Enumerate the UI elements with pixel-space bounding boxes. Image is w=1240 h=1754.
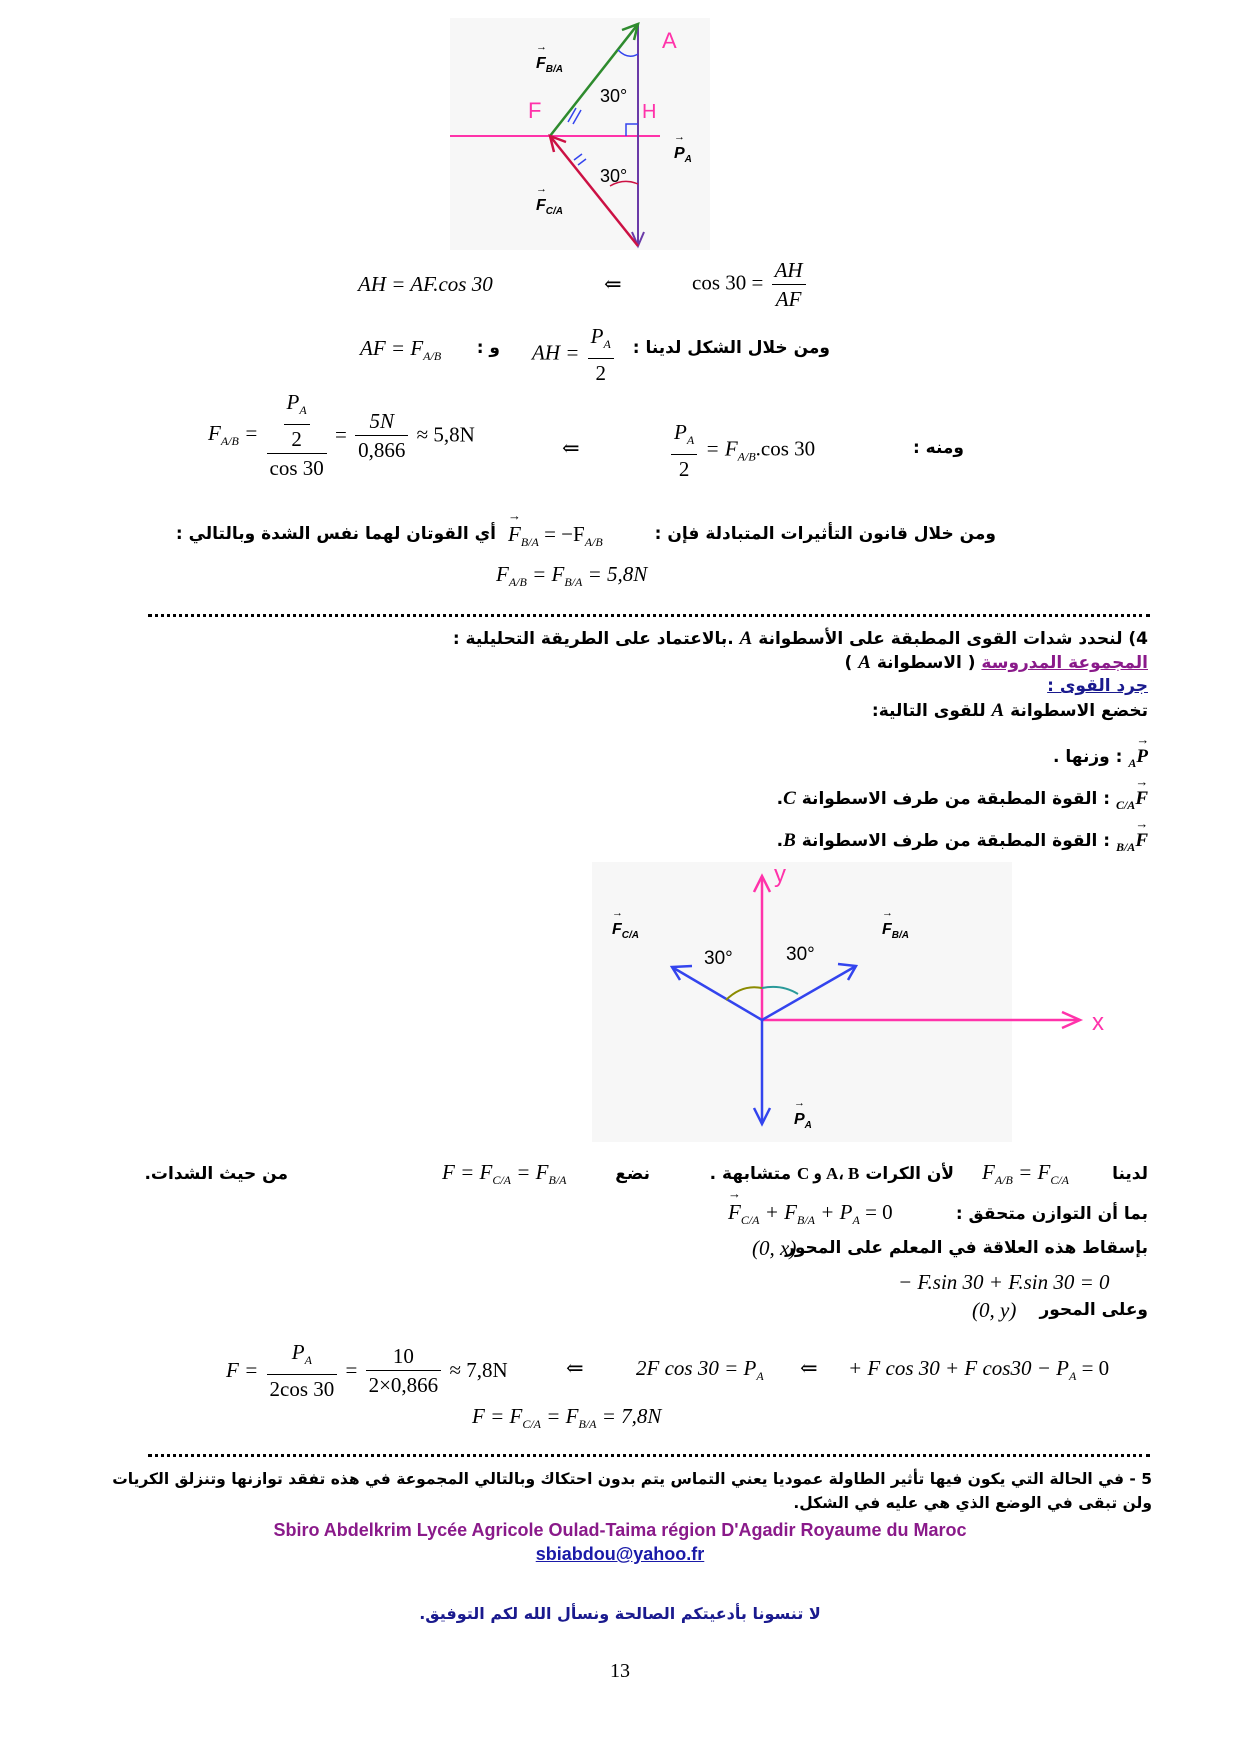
svg-text:FB/A: $F_{B/A}$ — [536, 55, 564, 75]
forces-inventory-heading: جرد القوى : — [1047, 676, 1148, 696]
svg-text:→: → — [674, 131, 685, 143]
eq4-intro: ومن خلال قانون التأثيرات المتبادلة فإن : — [654, 524, 996, 544]
y-axis-label: y — [774, 862, 786, 888]
eq2-intro: ومن خلال الشكل لدينا : — [632, 338, 830, 358]
implies-arrow-4: ⇐ — [800, 1356, 818, 1380]
implies-arrow-2: ⇐ — [562, 436, 580, 460]
implies-arrow-1: ⇐ — [604, 272, 622, 296]
eq5-put: نضع — [615, 1164, 650, 1184]
studied-system: المجموعة المدروسة ( الاسطوانة A ) — [844, 652, 1148, 673]
eq4-conclusion: أي القوتان لهما نفس الشدة وبالتالي : — [175, 524, 496, 544]
equation-fab-fba: $F_{A/B} = F_{B/A} = 5,8N$ — [496, 562, 648, 589]
eq2-and: و : — [476, 338, 500, 358]
label-A: A — [662, 28, 677, 53]
equation-af: AF = $F_{A/B}$ — [360, 336, 442, 363]
eq3-intro: ومنه : — [912, 438, 964, 458]
force-diagram-2 — [592, 862, 1142, 1142]
svg-text:FC/A: $F_{C/A}$ — [536, 197, 564, 217]
eq5-tail: من حيث الشدات. — [144, 1164, 288, 1184]
svg-text:FB/A: $F_{B/A}$ — [882, 921, 910, 941]
section4-title: 4) لنحدد شدات القوى المطبقة على الأسطوانة A .بالاعتماد على الطريقة التحليلية : — [452, 628, 1148, 649]
author-line: Sbiro Abdelkrim Lycée Agricole Oulad-Taima région D'Agadir Royaume du Maroc — [273, 1520, 967, 1540]
axis-x-label: (0, x) — [752, 1236, 797, 1260]
equation-equilibrium: → $F_{C/A} + F_{B/A} + P_A = 0$ — [728, 1200, 893, 1228]
angle-right: 30° — [786, 944, 815, 965]
eq7-y-text: وعلى المحور — [1039, 1300, 1148, 1320]
eq7-text: بإسقاط هذه العلاقة في المعلم على المحور — [785, 1238, 1148, 1258]
equation-half-weight-cos: $\frac{P_A}{2}$ = $F_{A/B}.\cos$ 30 — [668, 418, 815, 483]
equation-final: $F = F_{C/A} = F_{B/A} = 7,8N$ — [472, 1404, 662, 1431]
projection-y: + F cos 30 + F $\cos 30 - P_A = 0$ — [848, 1356, 1110, 1383]
equation-fab-fca: $F_{A/B} = F_{C/A}$ — [982, 1160, 1069, 1187]
svg-text:PA: $P_A$ — [794, 1111, 812, 1131]
angle-bottom: 30° — [600, 166, 628, 186]
force-item-weight: → $P_A$ : وزنها . — [1053, 746, 1148, 771]
svg-text:→: → — [794, 1097, 805, 1109]
projection-x: − F.sin 30 + F.sin 30 = 0 — [898, 1270, 1110, 1294]
page-number: 13 — [610, 1660, 630, 1682]
equation-f-result: F = $\frac{P_A}{2\cos 30}$ = $\frac{10}{2\times 0,866}$ ≈ 7,8N — [226, 1340, 508, 1401]
x-axis-label: x — [1092, 1009, 1104, 1036]
section5-line2: ولن تبقى في الوضع الذي هي عليه في الشكل. — [793, 1494, 1152, 1512]
force-item-CA: → $F_{C/A}$ : القوة المطبقة من طرف الاسطوانة C. — [777, 788, 1148, 813]
separator-2 — [148, 1454, 1150, 1457]
equation-mutual-action: → $F_{B/A} = -F_{A/B}$ — [508, 522, 603, 550]
closing-prayer: لا تنسونا بأدعيتكم الصالحة ونسأل الله لكم التوفيق. — [419, 1604, 821, 1623]
section5-line1: 5 - في الحالة التي يكون فيها تأثير الطاولة عموديا يعني التماس يتم بدون احتكاك وبالتالي المجموعة في هذه تفقد توازنها وتنزلق الكريات — [112, 1470, 1152, 1488]
equation-fab-result: $F_{A/B}$ = $\frac{\frac{P_A}{2}}{\cos 30}$ = $\frac{5N}{0,866}$ ≈ 5,8N — [208, 390, 475, 480]
separator-1 — [148, 614, 1150, 617]
subject-line: تخضع الاسطوانة A للقوى التالية: — [871, 700, 1148, 721]
label-F: F — [528, 98, 542, 123]
svg-text:→: → — [536, 41, 547, 53]
equation-cos30-def: cos 30 = $\frac{AH}{AF}$ — [692, 256, 809, 313]
angle-top: 30° — [600, 86, 628, 106]
svg-text:→: → — [882, 907, 893, 919]
equation-ah-result: AH = AF.cos 30 — [358, 272, 493, 296]
equation-ah-half-weight: AH = $\frac{P_A}{2}$ — [532, 322, 617, 387]
equation-2fcos: 2F $\cos 30 = P_A$ — [636, 1356, 764, 1383]
equation-f-equal: $F = F_{C/A} = F_{B/A}$ — [442, 1160, 567, 1187]
angle-left: 30° — [704, 948, 733, 969]
axis-y-label: (0, y) — [972, 1298, 1017, 1322]
eq5-because: لأن الكرات A، B و C متشابهة . — [709, 1164, 954, 1184]
force-diagram-1 — [450, 18, 710, 250]
label-H: H — [642, 101, 657, 123]
svg-text:→: → — [612, 907, 623, 919]
force-item-BA: → $F_{B/A}$ : القوة المطبقة من طرف الاسطوانة B. — [777, 830, 1148, 855]
svg-text:FC/A: $F_{C/A}$ — [612, 921, 640, 941]
eq6-text: بما أن التوازن متحقق : — [955, 1204, 1148, 1224]
eq5-lead: لدينا — [1112, 1164, 1148, 1184]
svg-text:→: → — [536, 183, 547, 195]
author-email-link[interactable]: sbiabdou@yahoo.fr — [535, 1544, 705, 1564]
implies-arrow-3: ⇐ — [566, 1356, 584, 1380]
svg-text:PA: $P_A$ — [674, 145, 692, 165]
